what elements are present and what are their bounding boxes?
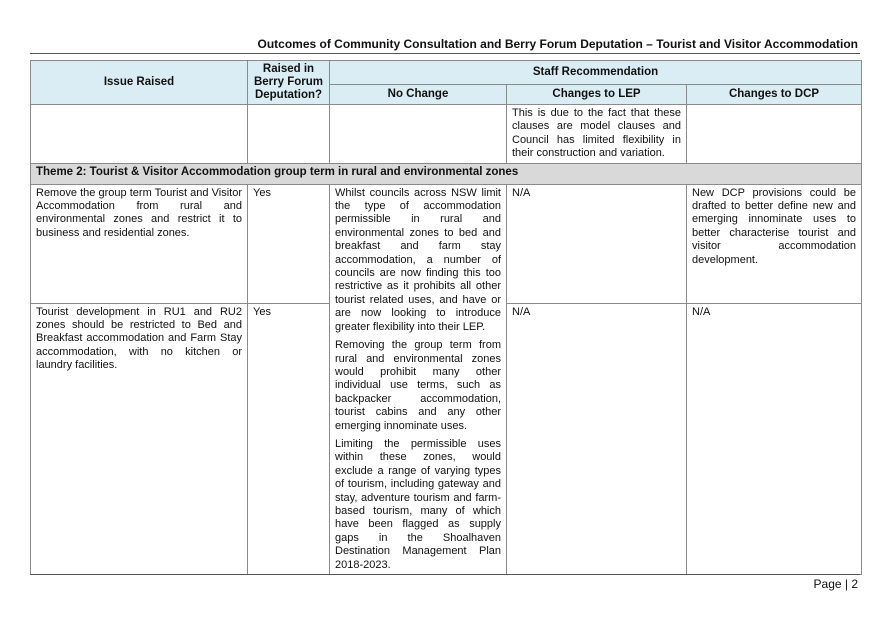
table-row: [31, 105, 862, 164]
table-row: [31, 184, 862, 303]
header-changes-to-dcp: Changes to DCP: [687, 85, 862, 105]
cell-lep: This is due to the fact that these clauses are model clauses and Council has limited flexibility in their construction and variation.: [507, 105, 687, 164]
page-number: Page | 2: [813, 577, 858, 591]
consultation-table: [30, 60, 862, 575]
header-no-change: No Change: [330, 85, 507, 105]
cell-raised: Yes: [248, 303, 330, 574]
cell-dcp: [687, 105, 862, 164]
cell-lep: N/A: [507, 303, 687, 574]
header-issue-raised: Issue Raised: [31, 61, 248, 105]
document-header-title: Outcomes of Community Consultation and Berry Forum Deputation – Tourist and Visitor Accommodation: [257, 37, 858, 51]
theme-heading: Theme 2: Tourist & Visitor Accommodation group term in rural and environmental zones: [31, 163, 862, 184]
header-raised-in-forum: Raised in Berry Forum Deputation?: [248, 61, 330, 105]
cell-no-change: [330, 184, 507, 574]
header-staff-recommendation: Staff Recommendation: [330, 61, 862, 85]
cell-issue: Tourist development in RU1 and RU2 zones should be restricted to Bed and Breakfast accommodation and Farm Stay accommodation, with no kitchen or laundry facilities.: [31, 303, 248, 574]
no-change-paragraph: Removing the group term from rural and environmental zones would prohibit many other individual use terms, such as backpacker accommodation, tourist cabins and any other emerging innominate uses.: [335, 339, 501, 432]
header-changes-to-lep: Changes to LEP: [507, 85, 687, 105]
cell-issue: [31, 105, 248, 164]
cell-dcp: N/A: [687, 303, 862, 574]
cell-dcp: New DCP provisions could be drafted to better define new and emerging innominate uses to better characterise tourist and visitor accommodation development.: [687, 184, 862, 303]
cell-issue: Remove the group term Tourist and Visitor Accommodation from rural and environmental zones and restrict it to business and residential zones.: [31, 184, 248, 303]
cell-raised: [248, 105, 330, 164]
cell-raised: Yes: [248, 184, 330, 303]
cell-no-change: [330, 105, 507, 164]
footer-divider: [30, 574, 860, 575]
no-change-paragraph: Whilst councils across NSW limit the type of accommodation permissible in rural and environmental zones to bed and breakfast and farm stay accommodation, a number of councils are now finding this too restrictive as it prohibits all other tourist related uses, and have or are now looking to introduce greater flexibility into their LEP.: [335, 186, 501, 333]
cell-lep: N/A: [507, 184, 687, 303]
no-change-paragraph: Limiting the permissible uses within these zones, would exclude a range of varying types of tourism, including gateway and stay, adventure tourism and farm-based tourism, many of which have been flagged as supply gaps in the Shoalhaven Destination Management Plan 2018-2023.: [335, 437, 501, 571]
header-divider: [30, 53, 860, 54]
